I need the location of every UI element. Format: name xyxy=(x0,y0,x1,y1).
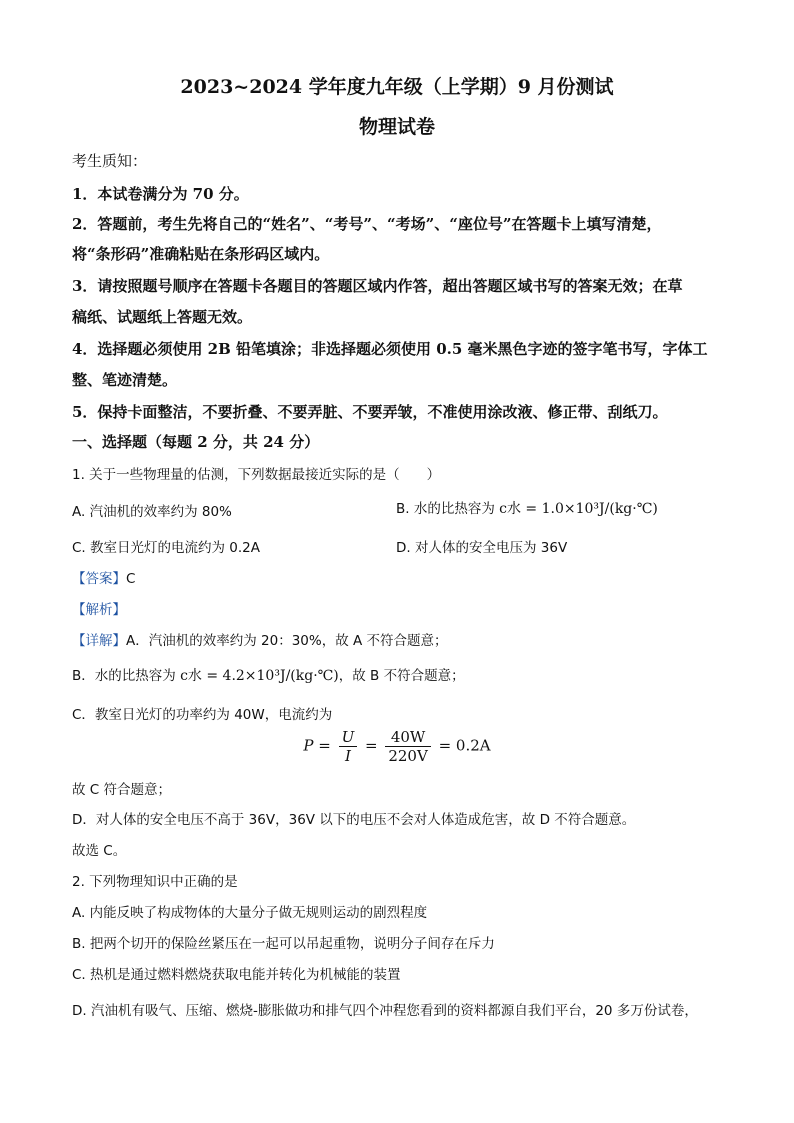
q1-detail-b: B．水的比热容为 c水 = 4.2×10³J/(kg·℃)，故 B 不符合题意； xyxy=(72,668,465,684)
q1-option-b xyxy=(396,497,658,518)
q1-detail-c-end: 故 C 符合题意； xyxy=(72,782,172,798)
q1-option-b-label: B. 水的比热容为 xyxy=(396,501,500,517)
q1-detail-d: D．对人体的安全电压不高于 36V，36V 以下的电压不会对人体造成危害，故 D 不符合题意。 xyxy=(72,812,636,828)
fraction-40w-over-220v: $\frac{40W}{220V}$ xyxy=(385,728,430,765)
q2-option-a: A. 内能反映了构成物体的大量分子做无规则运动的剧烈程度 xyxy=(72,905,428,921)
q1-option-d: D. 对人体的安全电压为 36V xyxy=(396,540,568,556)
q1-detail-a: 【详解】A．汽油机的效率约为 20：30%，故 A 不符合题意； xyxy=(72,633,448,649)
notice-item-5: 5．保持卡面整洁，不要折叠、不要弄脏、不要弄皱，不准使用涂改液、修正带、刮纸刀。 xyxy=(72,403,668,421)
q1-detail-c: C．教室日光灯的功率约为 40W，电流约为 xyxy=(72,707,333,723)
q1-answer xyxy=(72,567,135,587)
q1-option-c: C. 教室日光灯的电流约为 0.2A xyxy=(72,540,261,556)
notice-item-3-cont: 稿纸、试题纸上答题无效。 xyxy=(72,308,253,326)
q1-conclusion: 故选 C。 xyxy=(72,843,127,859)
fraction-u-over-i: $\frac{U}{I}$ xyxy=(339,728,358,765)
section-heading: 一、选择题（每题 2 分，共 24 分） xyxy=(72,433,320,451)
q1-detail-b-formula: c水 = 4.2×10³J/(kg·℃) xyxy=(180,668,339,684)
q1-stem: 1. 关于一些物理量的估测，下列数据最接近实际的是（ ） xyxy=(72,467,441,483)
notice-heading: 考生质知： xyxy=(72,152,148,170)
notice-item-4-cont: 整、笔迹清楚。 xyxy=(72,371,178,389)
q2-stem: 2. 下列物理知识中正确的是 xyxy=(72,874,238,890)
notice-item-3: 3．请按照题号顺序在答题卡各题目的答题区域内作答，超出答题区域书写的答案无效；在草 xyxy=(72,277,683,295)
q1-analysis-label: 【解析】 xyxy=(72,602,126,618)
current-formula: P = $\frac{U}{I}$ = $\frac{40W}{220V}$ = 0.2A xyxy=(303,728,491,765)
notice-item-4: 4．选择题必须使用 2B 铅笔填涂；非选择题必须使用 0.5 毫米黑色字迹的签字笔书写，字体工 xyxy=(72,340,708,358)
q2-option-d: D. 汽油机有吸气、压缩、燃烧-膨胀做功和排气四个冲程您看到的资料都源自我们平台，20 多万份试卷， xyxy=(72,1003,698,1019)
q2-option-b: B. 把两个切开的保险丝紧压在一起可以吊起重物，说明分子间存在斥力 xyxy=(72,936,495,952)
exam-title: 2023~2024 学年度九年级（上学期）9 月份测试 xyxy=(180,76,614,98)
detail-label: 【详解】 xyxy=(72,633,126,649)
answer-label: 【答案】 xyxy=(72,571,126,587)
q1-option-a: A. 汽油机的效率约为 80% xyxy=(72,504,232,520)
notice-item-1: 1．本试卷满分为 70 分。 xyxy=(72,185,249,203)
answer-value: C xyxy=(126,571,136,587)
exam-subtitle: 物理试卷 xyxy=(358,116,435,138)
notice-item-2-cont: 将“条形码”准确粘贴在条形码区域内。 xyxy=(72,245,330,263)
q1-option-b-formula: c水 = 1.0×10³J/(kg·℃) xyxy=(499,501,658,517)
q2-option-c: C. 热机是通过燃料燃烧获取电能并转化为机械能的装置 xyxy=(72,967,401,983)
notice-item-2: 2．答题前，考生先将自己的“姓名”、“考号”、“考场”、“座位号”在答题卡上填写清楚， xyxy=(72,215,662,233)
